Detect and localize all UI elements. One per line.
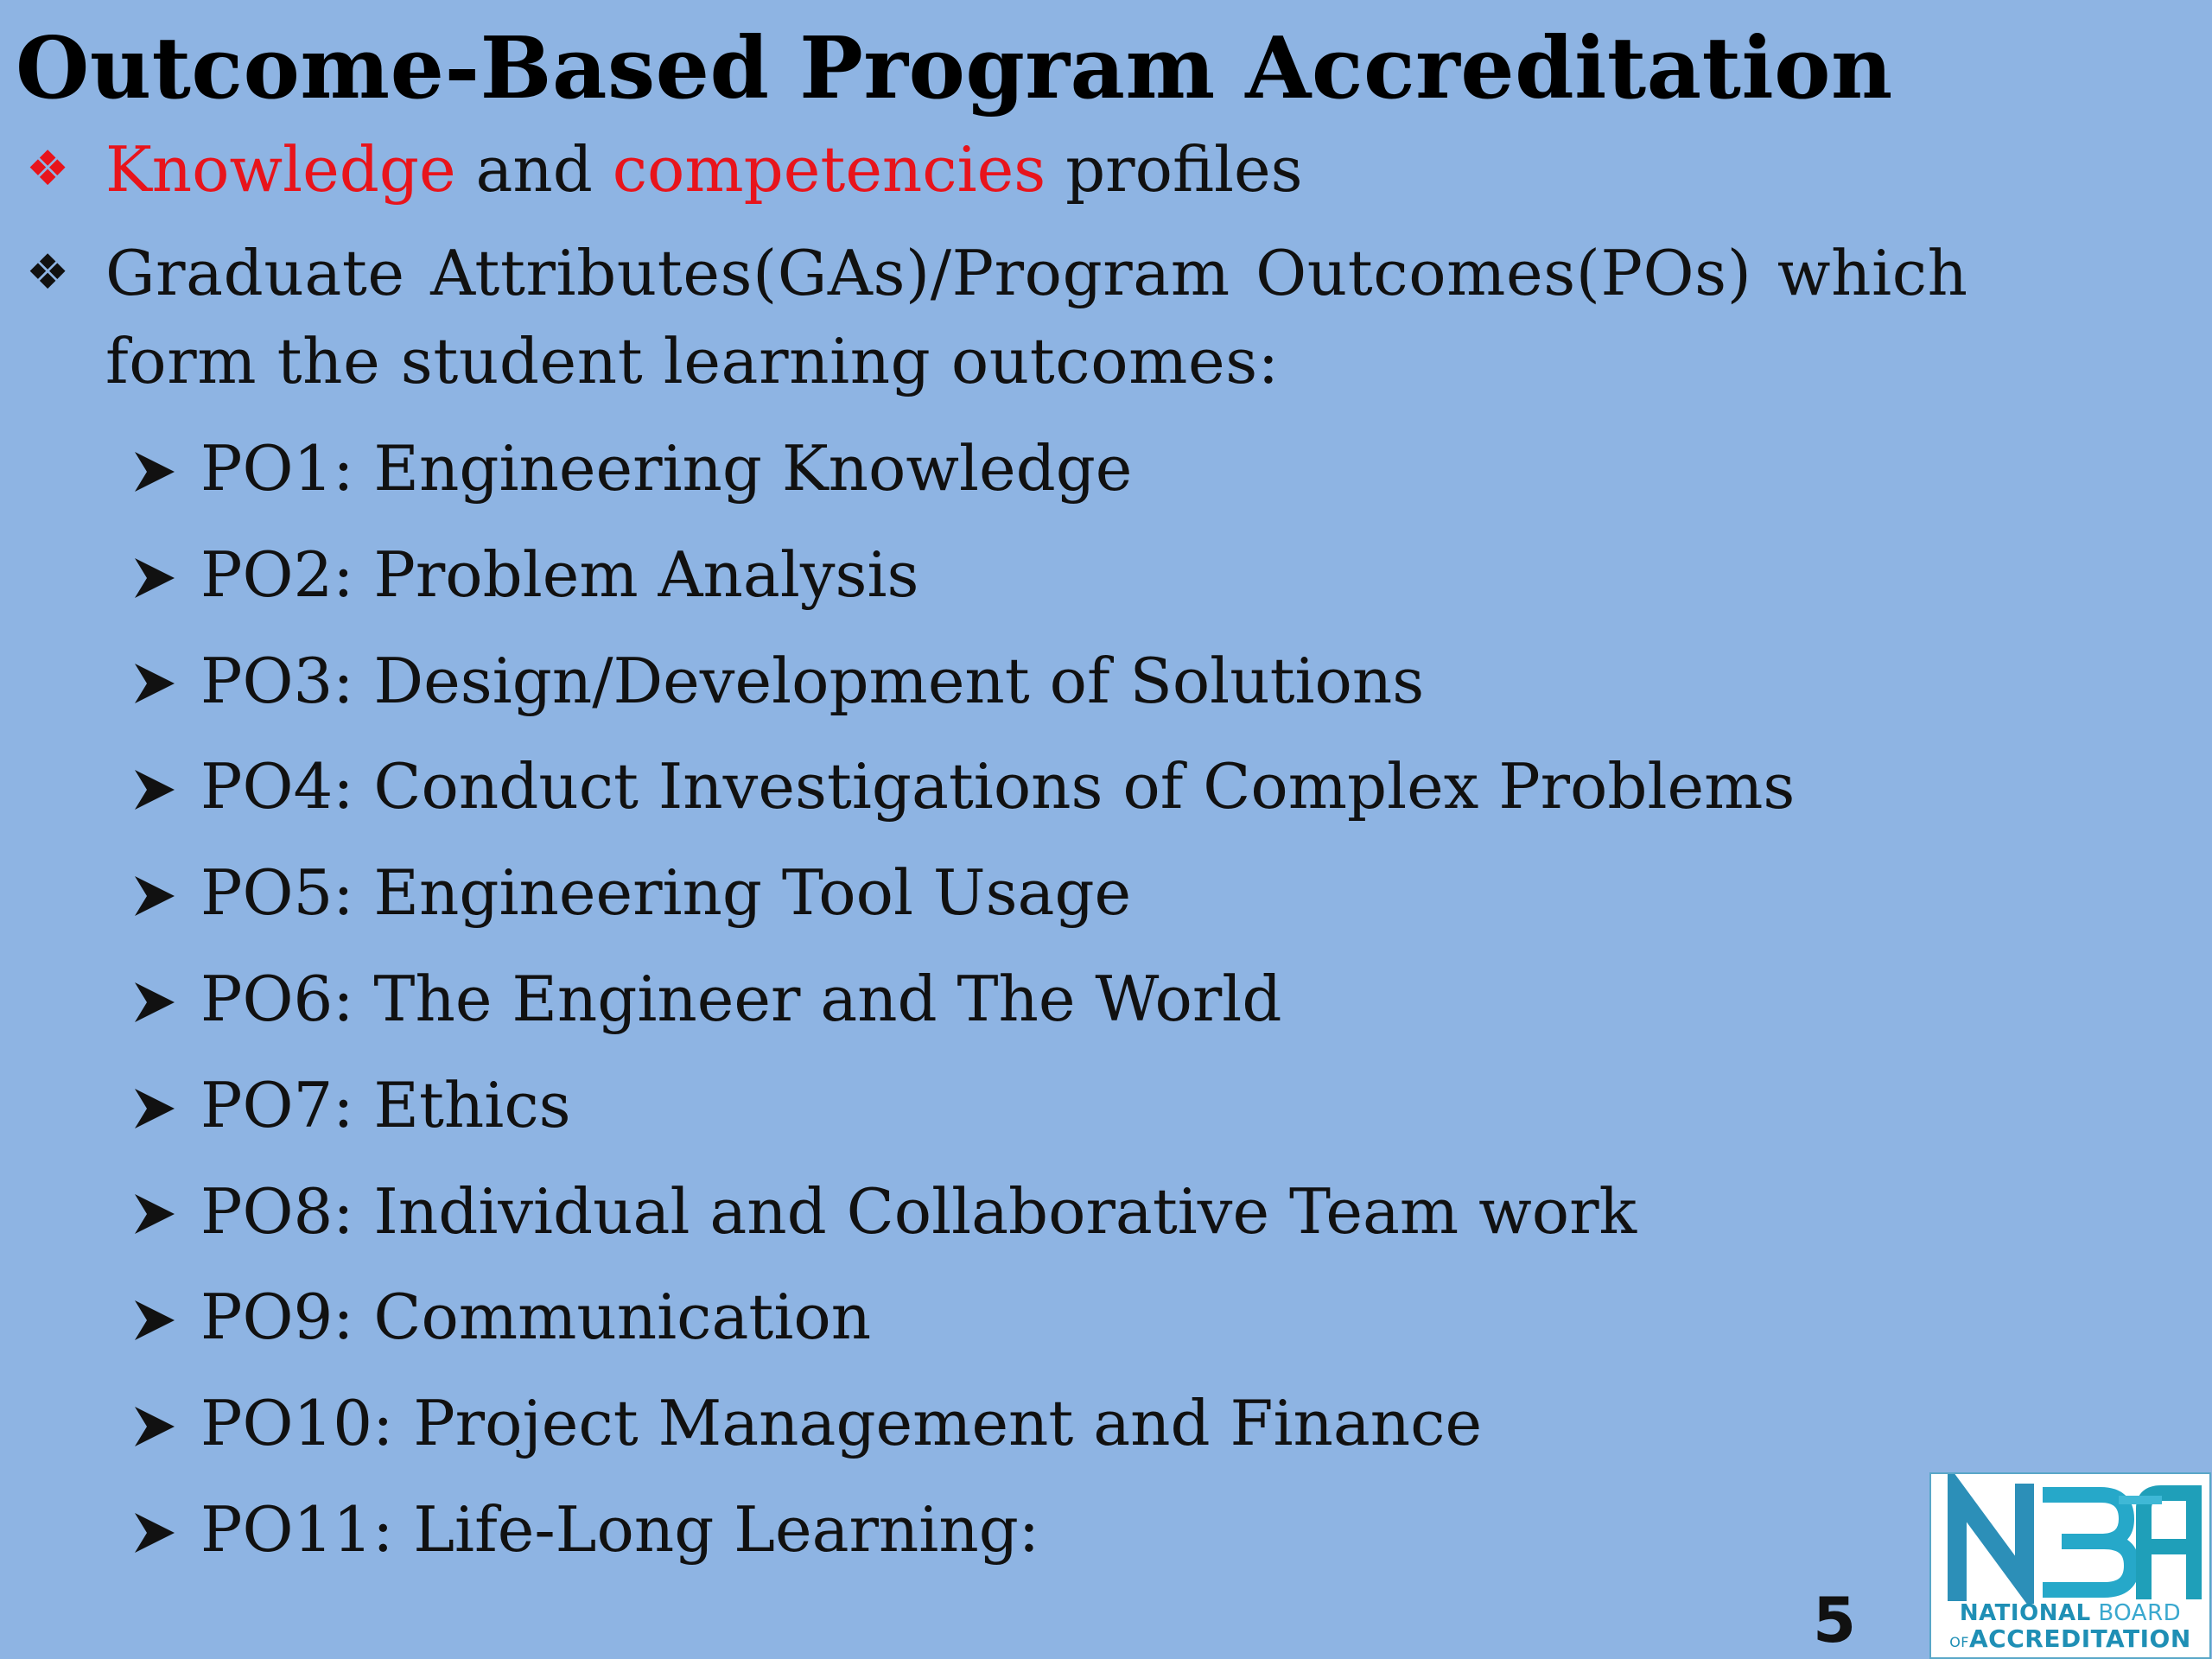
arrow-bullet-icon (131, 954, 200, 1044)
program-outcome-item (131, 1166, 1795, 1273)
nba-logo-icon (1931, 1474, 2209, 1604)
program-outcome-text: PO10: Project Management and Finance (200, 1387, 1483, 1460)
program-outcome-item (131, 1272, 1795, 1378)
program-outcome-text: PO8: Individual and Collaborative Team work (200, 1174, 1637, 1248)
program-outcome-item (131, 741, 1795, 848)
page-number: 5 (1813, 1584, 1857, 1656)
bullet-connector: and (455, 133, 613, 206)
program-outcome-item (131, 954, 1795, 1060)
program-outcome-item (131, 530, 1795, 636)
program-outcome-text: PO5: Engineering Tool Usage (200, 856, 1132, 930)
logo-text-line1 (1931, 1600, 2209, 1626)
logo-word-national: NATIONAL (1959, 1600, 2091, 1626)
program-outcome-text: PO11: Life-Long Learning: (200, 1492, 1040, 1566)
bullet-text-line1: Graduate Attributes(GAs)/Program Outcomes(POs) which (105, 237, 1968, 309)
slide-title: Outcome-Based Program Accreditation (16, 19, 1893, 118)
arrow-bullet-icon (131, 1378, 200, 1468)
nba-logo (1929, 1472, 2211, 1659)
diamond-bullet-icon: ❖ (26, 141, 70, 197)
program-outcome-text: PO4: Conduct Investigations of Complex Problems (200, 750, 1796, 823)
arrow-bullet-icon (131, 530, 200, 620)
program-outcome-item (131, 1484, 1795, 1591)
bullet-suffix: profiles (1046, 133, 1303, 206)
program-outcome-text: PO9: Communication (200, 1281, 872, 1354)
arrow-bullet-icon (131, 636, 200, 726)
program-outcome-item (131, 1378, 1795, 1484)
logo-word-board: BOARD (2090, 1600, 2182, 1626)
arrow-bullet-icon (131, 1272, 200, 1362)
program-outcome-text: PO6: The Engineer and The World (200, 962, 1282, 1035)
program-outcome-item (131, 636, 1795, 742)
program-outcomes-list (131, 423, 1795, 1591)
program-outcome-text: PO1: Engineering Knowledge (200, 432, 1133, 505)
highlight-competencies: competencies (612, 133, 1046, 206)
arrow-bullet-icon (131, 1060, 200, 1150)
arrow-bullet-icon (131, 1166, 200, 1256)
arrow-bullet-icon (131, 423, 200, 513)
bullet-text (105, 124, 1303, 214)
program-outcome-text: PO2: Problem Analysis (200, 537, 919, 611)
arrow-bullet-icon (131, 1484, 200, 1574)
program-outcome-item (131, 1060, 1795, 1166)
diamond-bullet-icon: ❖ (26, 245, 70, 301)
logo-word-of: OF (1949, 1634, 1969, 1650)
highlight-knowledge: Knowledge (105, 133, 456, 206)
program-outcome-text: PO3: Design/Development of Solutions (200, 644, 1425, 717)
program-outcome-item (131, 423, 1795, 530)
program-outcome-text: PO7: Ethics (200, 1068, 571, 1141)
logo-text-line2 (1931, 1626, 2209, 1656)
arrow-bullet-icon (131, 741, 200, 831)
program-outcome-item (131, 848, 1795, 954)
logo-word-accreditation: ACCREDITATION (1969, 1624, 2191, 1653)
arrow-bullet-icon (131, 848, 200, 938)
bullet-text-line2: form the student learning outcomes: (105, 325, 1280, 397)
